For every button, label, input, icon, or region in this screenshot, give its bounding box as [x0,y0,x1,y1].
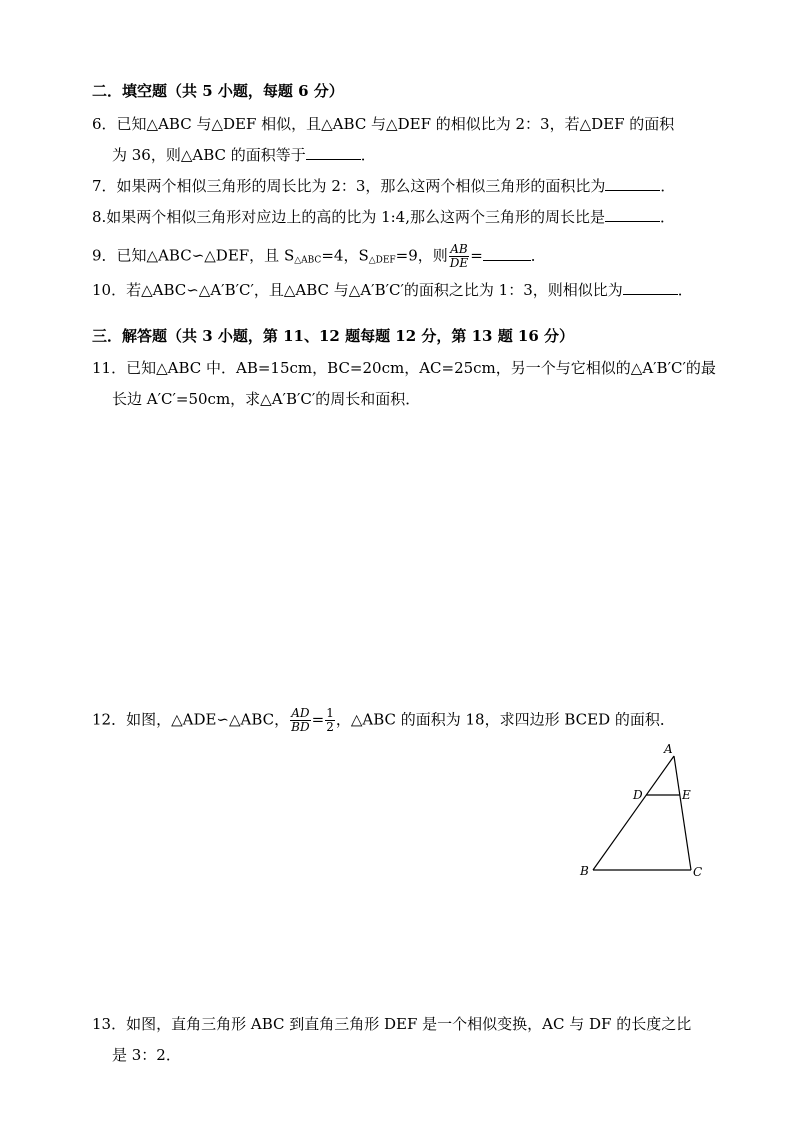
q6-line2 [112,145,376,165]
q12-eq: = [311,710,325,729]
q10-answer-blank[interactable] [623,280,678,295]
q12-frac1-den: BD [291,720,310,734]
q6-text: 为 36，则△ABC 的面积等于 [112,146,306,164]
label-e: E [682,788,691,802]
q12-frac2-num: 1 [326,706,334,720]
q6-answer-blank[interactable] [306,145,361,160]
label-b: B [580,864,589,878]
q13-line1: 13．如图，直角三角形 ABC 到直角三角形 DEF 是一个相似变换，AC 与 DF 的长度之比 [92,1015,692,1033]
q9-fraction [449,243,469,270]
q12-triangle-figure [575,738,715,888]
q6-line1: 6．已知△ABC 与△DEF 相似，且△ABC 与△DEF 的相似比为 2：3，若△DEF 的面积 [92,115,675,133]
q9-frac-den: DE [449,256,469,270]
q12-fraction-1-2 [325,707,335,734]
q9-sub-def: △DEF [368,255,396,266]
section3-heading: 三．解答题（共 3 小题，第 11、12 题每题 12 分，第 13 题 16 分） [92,327,575,345]
q8 [92,207,675,227]
q8-end: ． [660,208,676,226]
q9-eq: = [470,246,483,265]
q9-mid2: =9，则 [395,246,448,265]
section2-heading: 二．填空题（共 5 小题，每题 6 分） [92,82,344,100]
q8-answer-blank[interactable] [605,207,660,222]
q8-text: 8.如果两个相似三角形对应边上的高的比为 1:4,那么这两个三角形的周长比是 [92,208,605,226]
q12-frac2-den: 2 [326,720,334,734]
q9-sub-abc: △ABC [294,255,322,266]
q12-pre: 12．如图，△ADE∽△ABC， [92,710,290,729]
q12 [92,707,675,734]
label-c: C [693,865,703,879]
q7 [92,176,675,196]
q10-text: 10．若△ABC∽△A′B′C′，且△ABC 与△A′B′C′的面积之比为 1：3，则相似比为 [92,281,623,299]
q12-frac1-num: AD [291,706,310,720]
side-ab [593,756,674,870]
q9 [92,243,546,271]
q7-answer-blank[interactable] [605,176,660,191]
q10 [92,280,693,300]
q9-frac-num: AB [450,242,468,256]
q9-end: ． [530,246,546,265]
q7-end: ． [660,177,676,195]
q9-mid1: =4，S [321,246,369,265]
q9-pre: 9．已知△ABC∽△DEF，且 S [92,246,295,265]
label-d: D [633,788,643,802]
q10-end: ． [677,281,693,299]
q11-line1: 11．已知△ABC 中．AB=15cm，BC=20cm，AC=25cm，另一个与它相似的△A′B′C′的最 [92,359,716,377]
q7-text: 7．如果两个相似三角形的周长比为 2：3，那么这两个相似三角形的面积比为 [92,177,606,195]
q12-fraction-ad-bd [290,707,310,734]
q12-post: ，△ABC 的面积为 18，求四边形 BCED 的面积． [335,710,675,729]
q9-answer-blank[interactable] [483,246,531,261]
label-a: A [664,742,673,756]
q13-line2: 是 3：2． [112,1046,181,1064]
side-ac [674,756,691,870]
q11-line2: 长边 A′C′=50cm，求△A′B′C′的周长和面积． [112,390,421,408]
q6-end: ． [360,146,376,164]
